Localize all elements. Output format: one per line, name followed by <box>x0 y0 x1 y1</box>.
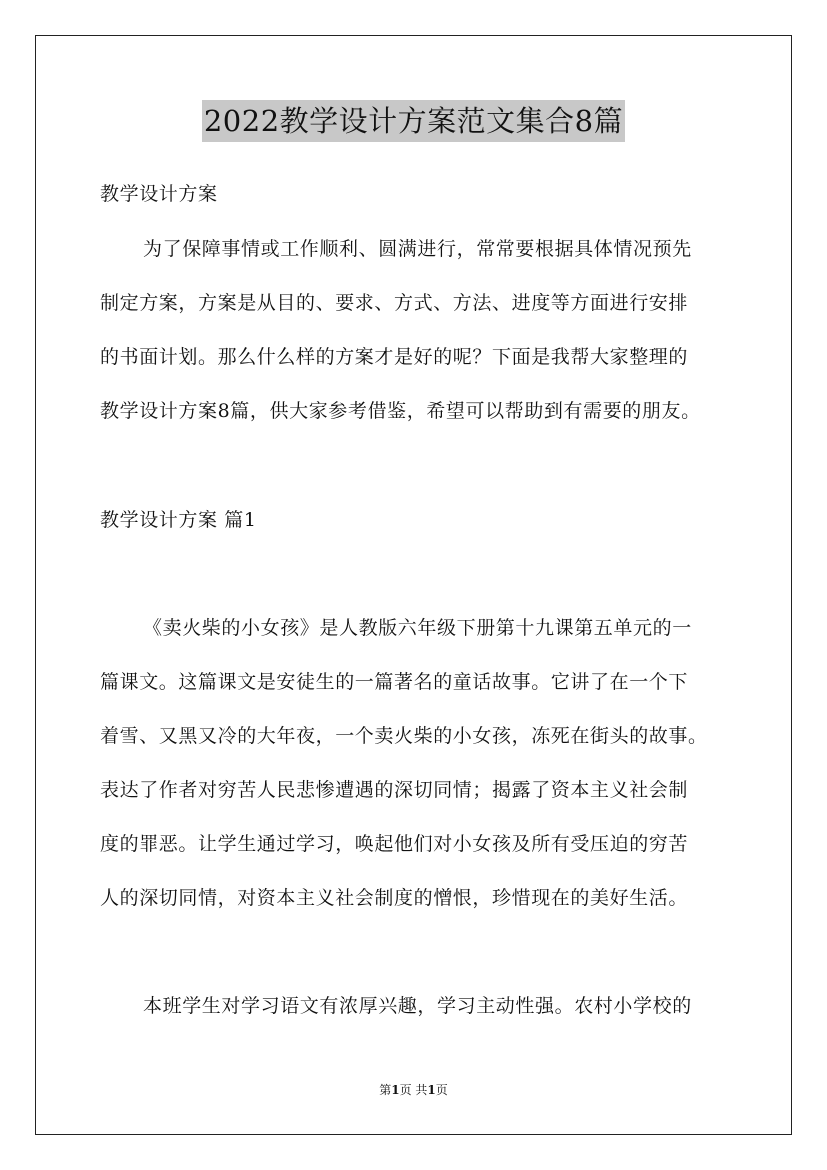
footer-middle: 页 共 <box>399 1083 428 1097</box>
footer-suffix: 页 <box>435 1083 448 1097</box>
article-line-4: 表达了作者对穷苦人民悲惨遭遇的深切同情；揭露了资本主义社会制 <box>100 779 689 801</box>
footer-prefix: 第 <box>379 1083 392 1097</box>
intro-line-3: 的书面计划。那么什么样的方案才是好的呢？下面是我帮大家整理的 <box>100 346 689 368</box>
article-heading: 教学设计方案 篇1 <box>100 509 257 531</box>
article-paragraph-2-line-1: 本班学生对学习语文有浓厚兴趣，学习主动性强。农村小学校的 <box>143 995 692 1017</box>
intro-line-2: 制定方案，方案是从目的、要求、方式、方法、进度等方面进行安排 <box>100 292 689 314</box>
page-footer <box>0 1082 827 1098</box>
title-container <box>0 100 827 142</box>
article-line-2: 篇课文。这篇课文是安徒生的一篇著名的童话故事。它讲了在一个下 <box>100 671 689 693</box>
intro-line-4: 教学设计方案8篇，供大家参考借鉴，希望可以帮助到有需要的朋友。 <box>100 400 701 422</box>
section-heading: 教学设计方案 <box>100 183 218 205</box>
article-line-1: 《卖火柴的小女孩》是人教版六年级下册第十九课第五单元的一 <box>143 617 692 639</box>
footer-current-page: 1 <box>391 1083 400 1097</box>
article-line-6: 人的深切同情，对资本主义社会制度的憎恨，珍惜现在的美好生活。 <box>100 887 689 909</box>
article-line-5: 度的罪恶。让学生通过学习，唤起他们对小女孩及所有受压迫的穷苦 <box>100 833 689 855</box>
document-title: 2022教学设计方案范文集合8篇 <box>202 100 625 142</box>
footer-total-pages: 1 <box>427 1083 436 1097</box>
article-line-3: 着雪、又黑又冷的大年夜，一个卖火柴的小女孩，冻死在街头的故事。 <box>100 725 708 747</box>
intro-line-1: 为了保障事情或工作顺利、圆满进行，常常要根据具体情况预先 <box>143 238 692 260</box>
